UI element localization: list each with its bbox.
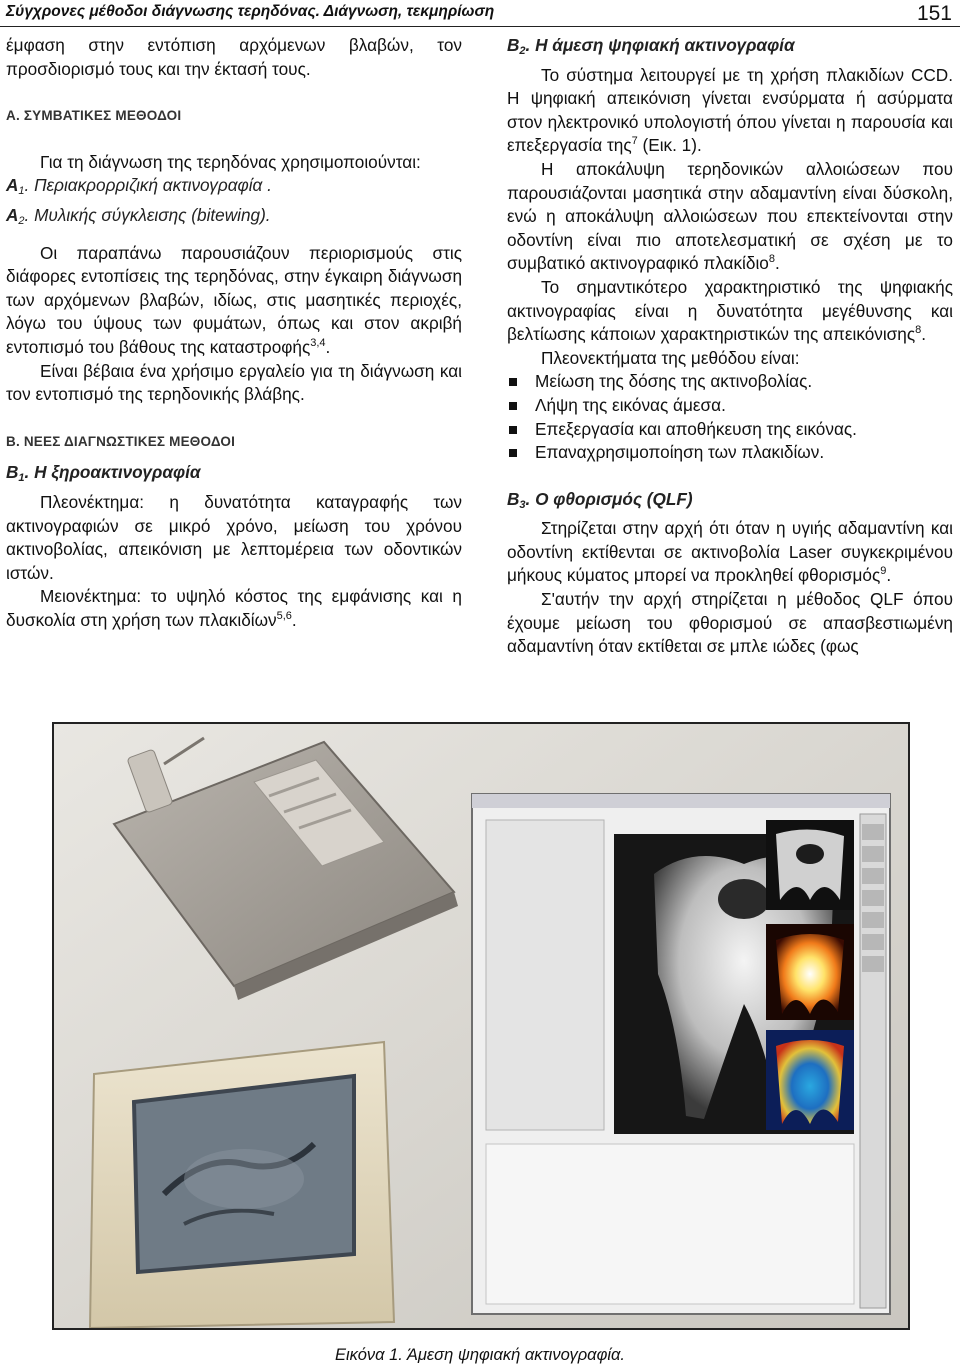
left-paragraph-5: Πλεονέκτημα: η δυνατότητα καταγραφής των ακτινογραφιών σε μικρό χρόνο, μείωση του χρόνου ακτινοβολίας, απεικόνιση με λεπτομέρεια των οδοντικών ιστών.	[6, 491, 462, 583]
item-b1: $B_1$. Η ξηροακτινογραφία	[6, 462, 201, 485]
figure-1	[52, 722, 910, 1330]
figure-caption: Εικόνα 1. Άμεση ψηφιακή ακτινογραφία.	[334, 1346, 626, 1364]
item-a1: $A_1$. Περιακρορριζική ακτινογραφία .	[6, 175, 272, 198]
right-paragraph-1: Το σύστημα λειτουργεί με τη χρήση πλακιδίων CCD. Η ψηφιακή απεικόνιση γίνεται ενσύρματα ή ασύρματα στον ηλεκτρονικό υπολογιστή όπου γίνεται η παρουσία και επεξεργασία της$^7$ (Εικ. 1).	[507, 64, 953, 156]
left-column	[6, 34, 462, 632]
item-a2: $A_2$. Μυλικής σύγκλεισης (bitewing).	[6, 204, 271, 227]
figure-photo	[54, 724, 908, 1328]
running-header	[0, 0, 960, 30]
right-paragraph-6: Σ'αυτήν την αρχή στηρίζεται η μέθοδος QLF όπου έχουμε μείωση του φθορισμού σε απασβεστιωμένη αδαμαντίνη όταν εκτίθεται σε μπλε ιώδες (φως	[507, 589, 953, 657]
page-number: 151	[916, 2, 952, 25]
software-window	[472, 794, 890, 1314]
section-heading-a: Α. ΣΥΜΒΑΤΙΚΕΣ ΜΕΘΟΔΟΙ	[6, 108, 182, 124]
right-paragraph-2: Η αποκάλυψη τερηδονικών αλλοιώσεων που παρουσιάζονται μασητικά στην αδαμαντίνη είναι δύσκολη, ενώ η αποκάλυψη αλλοιώσεων που επεκτείνονται στην οδοντίνη είναι πιο αποτελεσματική σε σχέση με το συμβατικό ακτινογραφικό πλακίδιο$^8$.	[507, 158, 953, 274]
left-paragraph-1: έμφαση στην εντόπιση αρχόμενων βλαβών, τον προσδιορισμό τους και την έκτασή τους.	[6, 35, 462, 79]
running-title: Σύγχρονες μέθοδοι διάγνωσης τερηδόνας. Διάγνωση, τεκμηρίωση	[6, 3, 495, 20]
right-paragraph-4: Πλεονεκτήματα της μεθόδου είναι:	[541, 347, 800, 368]
header-rule	[0, 26, 960, 27]
crt-monitor	[90, 1042, 394, 1328]
list-item: Επαναχρησιμοποίηση των πλακιδίων.	[507, 441, 953, 465]
item-b3: $B_3$. Ο φθορισμός (QLF)	[507, 488, 693, 511]
right-paragraph-5: Στηρίζεται στην αρχή ότι όταν η υγιής αδαμαντίνη και οδοντίνη εκτίθενται σε ακτινοβολία Laser συγκεκριμένου μήκους κύματος μπορεί να προκληθεί φθορισμός$^9$.	[507, 518, 953, 586]
left-paragraph-4: Είναι βέβαια ένα χρήσιμο εργαλείο για τη διάγνωση και τον εντοπισμό της τερηδονικής βλάβης.	[6, 360, 462, 405]
item-b2: $B_2$. Η άμεση ψηφιακή ακτινογραφία	[507, 35, 795, 57]
list-item: Μείωση της δόσης της ακτινοβολίας.	[507, 370, 953, 394]
advantages-list	[507, 370, 953, 464]
section-heading-b: Β. ΝΕΕΣ ΔΙΑΓΝΩΣΤΙΚΕΣ ΜΕΘΟΔΟΙ	[6, 433, 236, 449]
right-column	[507, 34, 953, 659]
left-paragraph-6: Μειονέκτημα: το υψηλό κόστος της εμφάνισης και η δυσκολία στη χρήση των πλακιδίων$^{5,6}$.	[6, 586, 462, 630]
list-item: Επεξεργασία και αποθήκευση της εικόνας.	[507, 418, 953, 442]
left-paragraph-3: Οι παραπάνω παρουσιάζουν περιορισμούς στις διάφορες εντοπίσεις της τερηδόνας, στην έγκαιρη διάγνωση των αρχόμενων βλαβών, ιδίως, στις μασητικές περιοχές, λόγω του ύψους των φυμάτων, όπως και στον ακριβή εντοπισμό του βάθους της καταστροφής$^{3,4}$.	[6, 242, 462, 357]
right-paragraph-3: Το σημαντικότερο χαρακτηριστικό της ψηφιακής ακτινογραφίας είναι η δυνατότητα μεγέθυνσης και βελτίωσης κάποιων χαρακτηριστικών της απεικόνισης$^8$.	[507, 276, 953, 345]
list-item: Λήψη της εικόνας άμεσα.	[507, 394, 953, 418]
left-paragraph-2: Για τη διάγνωση της τερηδόνας χρησιμοποιούνται:	[40, 151, 421, 172]
